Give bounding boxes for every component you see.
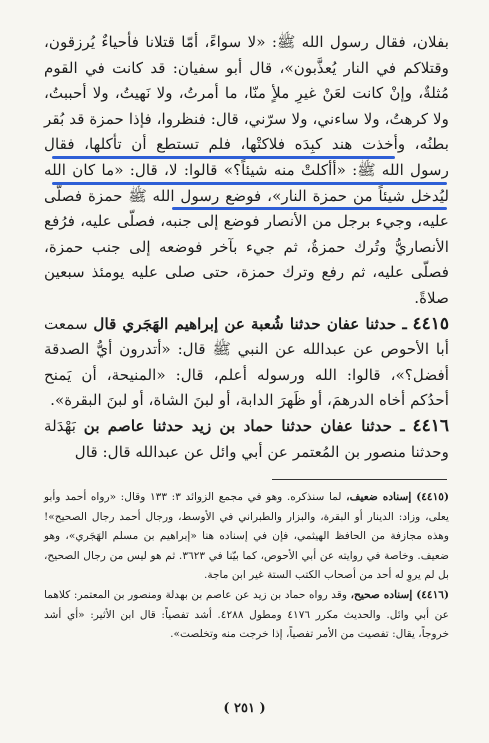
footnote-label: (٤٤١٦) إسناده صحيح،: [350, 588, 449, 601]
hadith-text: سمعت أبا الأحوص عن عبدالله عن النبي ﷺ قال: «أتدرون أيُّ الصدقة أفضل؟»، قالوا: الله ورسوله أعلم، قال: «المنيحة، أن يَمنح أحدُكم أخاه الدرهمَ، أو ظَهرَ الدابة، أو لبنَ الشاة، أو لبنَ البقرة».: [44, 314, 449, 410]
hadith-number: ٤٤١٦: [412, 415, 450, 436]
hadith-chain: ـ حدثنا عفان حدثنا حماد بن زيد حدثنا عاصم بن: [83, 416, 405, 435]
highlight-underline: [52, 156, 395, 159]
hadith-number: ٤٤١٥: [412, 313, 450, 334]
hadith-4415: [44, 312, 449, 414]
footnote-4416: [44, 586, 449, 645]
footnote-text: وقد رواه حماد بن زيد عن عاصم بن بهدلة ومنصور بن المعتمر: كلاهما عن أبي وائل. والحديث مكرر ٤١٧٦ ومطول ٤٢٨٨. أشد تفصياً: قال ابن الأثير: «أي أشد خروجاً، يقال: تفصيت من الأمر تفصياً، إذا خرجت منه وتخلصت».: [44, 588, 449, 641]
footnote-label: (٤٤١٥) إسناده ضعيف،: [346, 491, 450, 503]
highlight-underline: [52, 182, 447, 185]
main-text: [44, 30, 449, 465]
footnote-separator: [272, 479, 447, 480]
narration-paragraph: بفلان، فقال رسول الله ﷺ: «لا سواءً، أمّا قتلانا فأحياءٌ يُرزقون، وقتلاكم في النار يُعذَّبون»، قال أبو سفيان: قد كانت في القوم مُثلةٌ، وإنْ كانت لعَنْ غيرِ ملأٍ منّا، ما أمرتُ، ولا نَهيتُ، ولا أحببتُ، ولا كرهتُ، ولا ساءني، ولا سرّني، قال: فنظروا، فإذا حمزة قد بُقر بطنُه، وأخذت هند كبِدَه فلاكتْها، فلم تستطع أن تأكلها، فقال رسول الله ﷺ: «أأكلتْ منه شيئاً؟» قالوا: لا، قال: «ما كان الله ليُدخل شيئاً من حمزة النار»، فوضع رسول الله ﷺ حمزة فصلّى عليه، وجيء برجل من الأنصار فوضع إلى جنبه، فصلّى عليه، فرُفع الأنصاريُّ وتُرك حمزةُ، ثم جيء بآخر فوضعه إلى جنب حمزة، فصلّى عليه، ثم رفع وترك حمزة، حتى صلى عليه يومئذ سبعين صلاةً.: [44, 33, 449, 307]
hadith-chain: ـ حدثنا عفان حدثنا شُعبة عن إبراهيم الهَجَري قال: [93, 314, 407, 333]
page-number: ( ٢٥١ ): [223, 701, 266, 716]
footnotes: [44, 488, 449, 645]
footnote-4415: [44, 488, 449, 586]
footnote-text: لما سنذكره. وهو في مجمع الزوائد ٣: ١٣٣ وقال: «رواه أحمد وأبو يعلى، وزاد: الدينار أو البقرة، والبزار والطبراني في الأوسط، ورجال أحمد رجال الصحيح»! وهذه مجازفة من الحافظ الهيثمي، فإن في إسناده هنا «إبراهيم بن مسلم الهَجَري»، وهو ضعيف. وخاصة في روايته عن أبي الأحوص، كما بيّنا في ٣٦٢٣. ثم هو ليس من رجال الصحيح، بل لم يروِ له أحد من أصحاب الكتب الستة غير ابن ماجة.: [44, 491, 449, 582]
highlight-underline: [172, 207, 447, 210]
hadith-text: بَهْدَلة وحدثنا منصور بن المُعتمر عن أبي وائل عن عبدالله قال: قال: [44, 416, 449, 461]
hadith-4416: [44, 414, 449, 465]
